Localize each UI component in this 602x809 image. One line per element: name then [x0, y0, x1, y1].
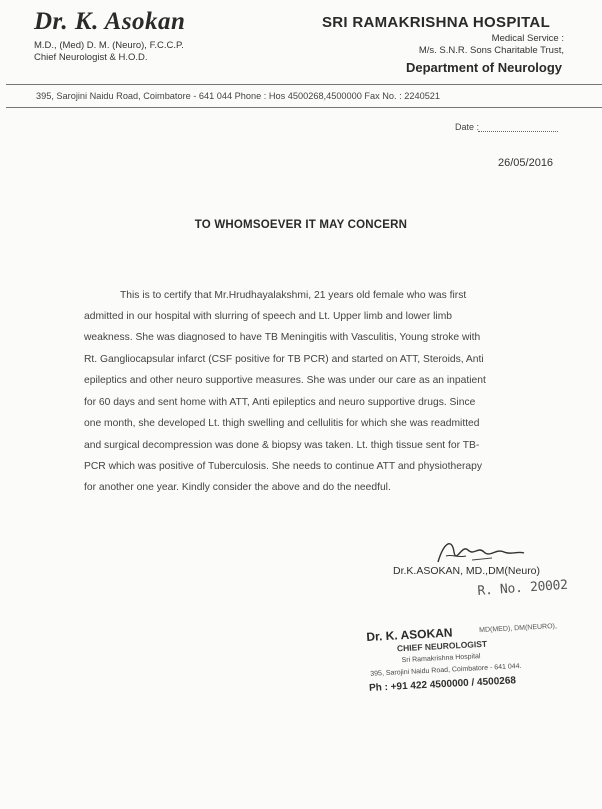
body-line: PCR which was positive of Tuberculosis. She needs to continue ATT and physiotherapy	[84, 461, 482, 472]
body-line: for another one year. Kindly consider the above and do the needful.	[84, 482, 391, 493]
department-name: Department of Neurology	[405, 60, 562, 75]
doctor-title: Chief Neurologist & H.O.D.	[34, 52, 148, 63]
stamp-hospital: Sri Ramakrishna Hospital	[401, 653, 481, 665]
hospital-address: 395, Sarojini Naidu Road, Coimbatore - 641 044 Phone : Hos 4500268,4500000 Fax No. : 2240521	[36, 91, 441, 101]
doctor-credentials	[34, 40, 184, 64]
date-label: Date :	[455, 122, 480, 132]
body-line: for 60 days and sent home with ATT, Anti epileptics and neuro supportive drugs. Since	[84, 397, 476, 408]
letterhead-divider-bottom	[6, 107, 602, 108]
stamp-title: CHIEF NEUROLOGIST	[396, 638, 488, 654]
body-line: one month, she developed Lt. thigh swelling and cellulitis for which she was readmitted	[84, 418, 480, 429]
stamp-phone: Ph : +91 422 4500000 / 4500268	[368, 675, 517, 694]
stamp-address: 395, Sarojini Naidu Road, Coimbatore - 641 044.	[370, 662, 522, 678]
body-line: admitted in our hospital with slurring of speech and Lt. Upper limb and lower limb	[84, 311, 453, 322]
body-line: This is to certify that Mr.Hrudhayalakshmi, 21 years old female who was first	[120, 290, 467, 301]
signature-scribble	[432, 534, 528, 568]
date-dotted-line	[478, 131, 558, 132]
doctor-stamp	[366, 619, 586, 710]
stamp-qualifications: MD(MED), DM(NEURO),	[479, 623, 558, 635]
letterhead-divider-top	[6, 84, 602, 85]
body-line: Rt. Gangliocapsular infarct (CSF positive for TB PCR) and started on ATT, Steroids, Anti	[84, 354, 484, 365]
doctor-name: Dr. K. Asokan	[34, 8, 186, 35]
service-label: Medical Service :	[491, 33, 564, 44]
body-line: epileptics and other neuro supportive measures. She was under our care as an inpatient	[84, 375, 486, 386]
hospital-service	[419, 33, 564, 57]
registration-number: R. No. 20002	[477, 577, 569, 599]
stamp-doctor-name: Dr. K. ASOKAN	[366, 625, 453, 644]
date-value: 26/05/2016	[498, 157, 554, 169]
certificate-heading: TO WHOMSOEVER IT MAY CONCERN	[194, 219, 408, 231]
trust-name: M/s. S.N.R. Sons Charitable Trust,	[418, 45, 564, 56]
signatory-name: Dr.K.ASOKAN, MD.,DM(Neuro)	[393, 565, 541, 577]
body-line: weakness. She was diagnosed to have TB Meningitis with Vasculitis, Young stroke with	[84, 332, 481, 343]
body-line: and surgical decompression was done & biopsy was taken. Lt. thigh tissue sent for TB-	[84, 440, 480, 451]
hospital-name: SRI RAMAKRISHNA HOSPITAL	[322, 14, 551, 31]
doctor-qualifications: M.D., (Med) D. M. (Neuro), F.C.C.P.	[34, 40, 184, 51]
